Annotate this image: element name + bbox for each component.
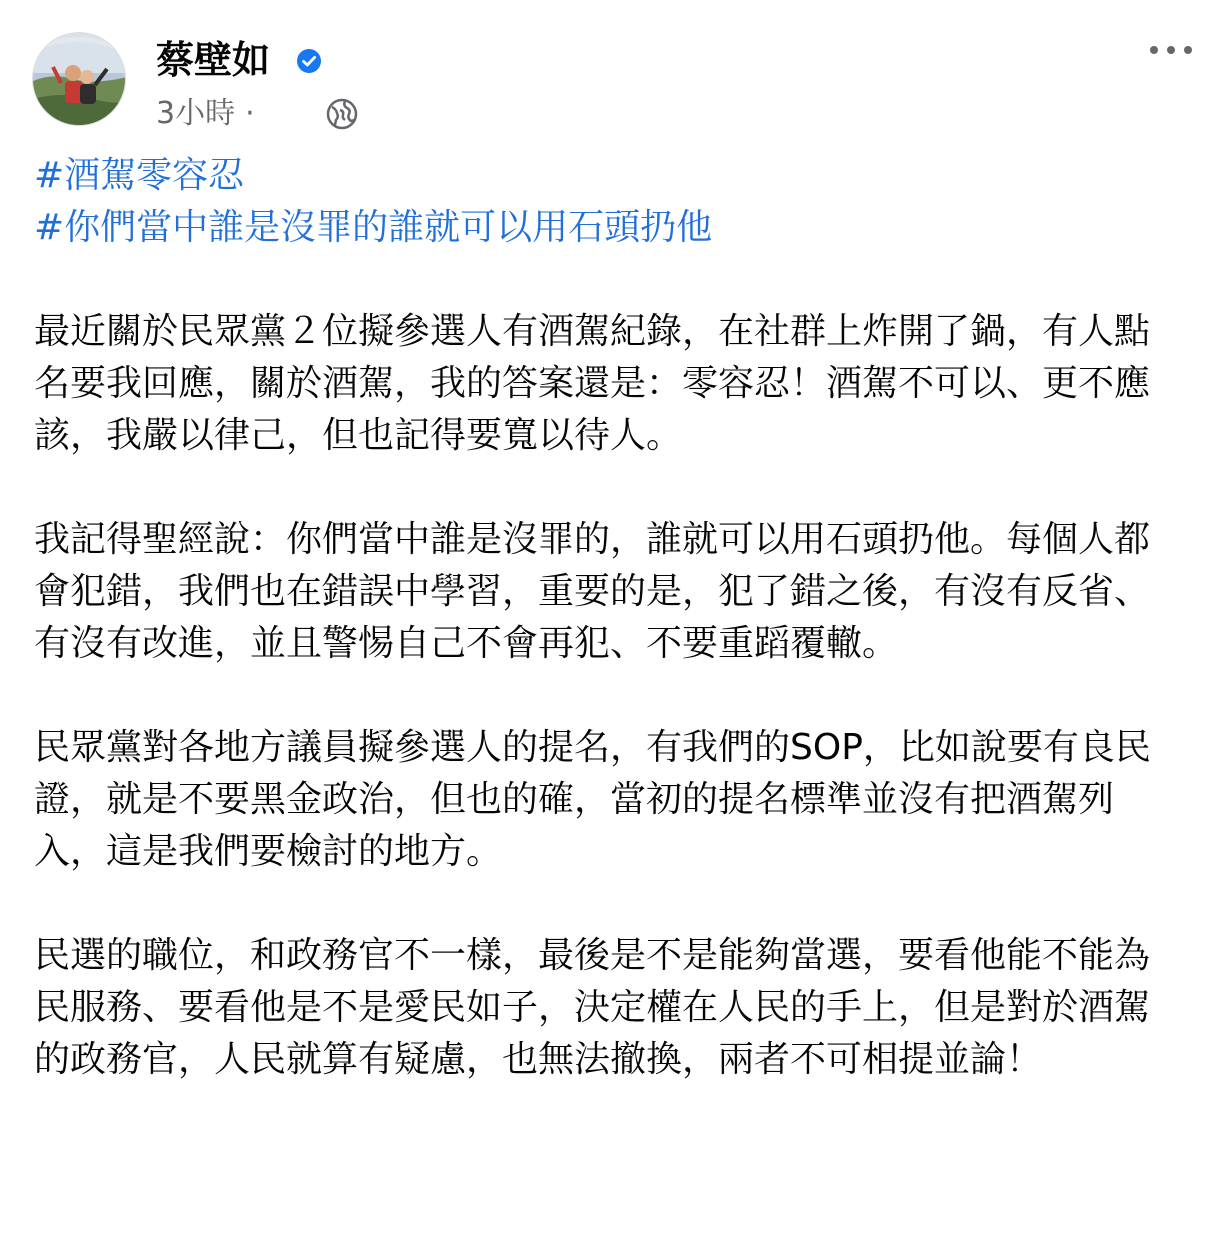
hashtag-link[interactable]: #酒駕零容忍	[34, 155, 245, 196]
more-options-icon[interactable]	[1150, 42, 1194, 58]
post-content	[34, 150, 1164, 1086]
hashtag-link[interactable]: #你們當中誰是沒罪的誰就可以用石頭扔他	[34, 207, 713, 248]
post-timestamp[interactable]: 3小時	[156, 96, 236, 131]
post-paragraph: 最近關於民眾黨２位擬參選人有酒駕紀錄，在社群上炸開了鍋，有人點名要我回應，關於酒駕，我的答案還是：零容忍！酒駕不可以、更不應該，我嚴以律己，但也記得要寬以待人。	[34, 311, 1151, 456]
author-name[interactable]: 蔡壁如	[156, 38, 271, 82]
post-paragraph: 民眾黨對各地方議員擬參選人的提名，有我們的SOP，比如說要有良民證，就是不要黑金政治，但也的確，當初的提名標準並沒有把酒駕列入，這是我們要檢討的地方。	[34, 727, 1151, 872]
post-paragraph: 民選的職位，和政務官不一樣，最後是不是能夠當選，要看他能不能為民服務、要看他是不是愛民如子，決定權在人民的手上，但是對於酒駕的政務官，人民就算有疑慮，也無法撤換，兩者不可相提並論！	[34, 935, 1151, 1080]
post-paragraph: 我記得聖經說：你們當中誰是沒罪的，誰就可以用石頭扔他。每個人都會犯錯，我們也在錯誤中學習，重要的是，犯了錯之後，有沒有反省、有沒有改進，並且警惕自己不會再犯、不要重蹈覆轍。	[34, 519, 1151, 664]
post-header	[32, 32, 1182, 132]
post-meta	[156, 94, 261, 134]
meta-separator: ·	[245, 96, 255, 131]
globe-icon[interactable]	[326, 98, 358, 130]
verified-badge-icon	[296, 48, 322, 74]
profile-avatar[interactable]	[32, 32, 126, 126]
avatar-image	[33, 33, 126, 126]
